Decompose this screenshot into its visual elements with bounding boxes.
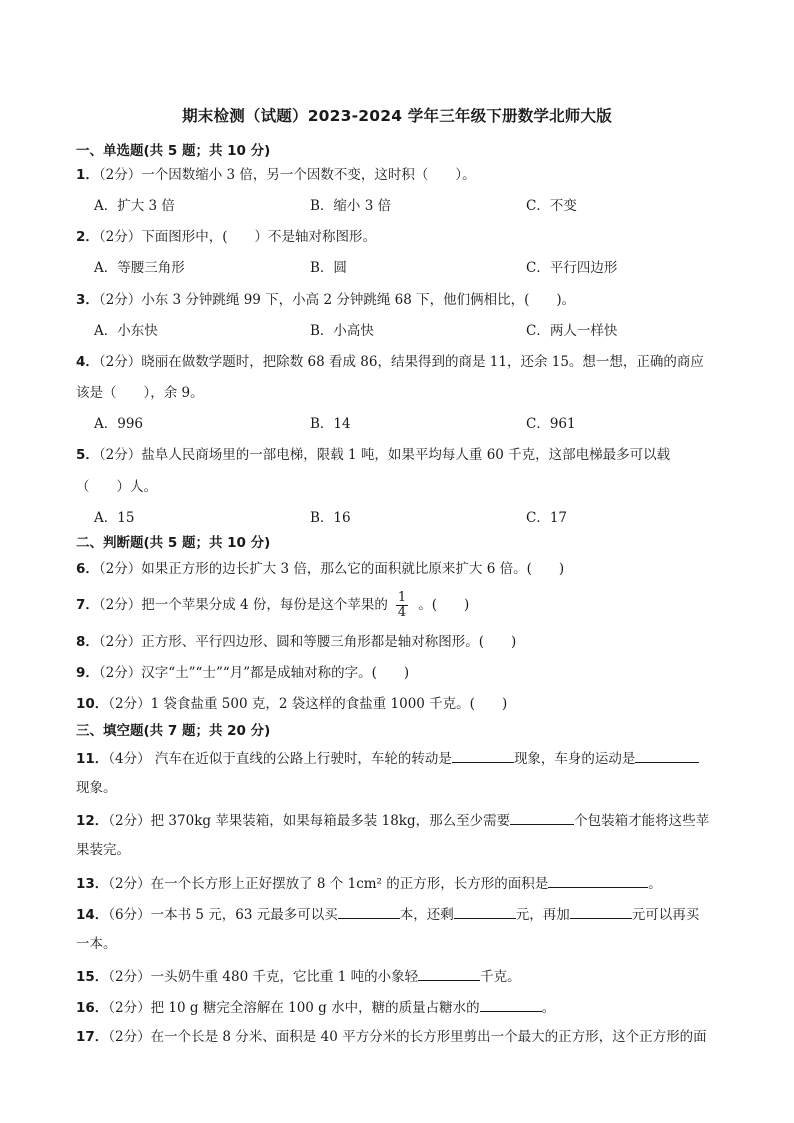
question-number: 8． [76, 634, 99, 650]
question-4 [76, 353, 704, 371]
question-text: 现象，车身的运动是 [513, 751, 636, 767]
question-text: （2分）把 10 g 糖完全溶解在 100 g 水中，糖的质量占糖水的 [108, 1000, 480, 1016]
question-number: 4． [76, 354, 99, 370]
question-number: 2． [76, 229, 99, 245]
page-title: 期末检测（试题）2023-2024 学年三年级下册数学北师大版 [182, 107, 612, 125]
option-b: B．14 [310, 416, 351, 432]
question-text-end: 。( ) [418, 597, 470, 613]
answer-blank[interactable] [338, 904, 400, 919]
question-number: 5． [76, 447, 99, 463]
option-c: C．不变 [526, 198, 577, 214]
section-heading-true-false: 二、判断题(共 5 题；共 10 分) [76, 535, 271, 551]
question-text: 个包装箱才能将这些苹 [574, 813, 710, 829]
question-text: （2分）盐阜人民商场里的一部电梯，限载 1 吨，如果平均每人重 60 千克，这部电梯最多可以载 [98, 447, 671, 463]
answer-blank[interactable] [480, 997, 542, 1012]
question-8 [76, 633, 516, 651]
question-2 [76, 228, 376, 246]
question-number: 15． [76, 969, 109, 985]
question-text: （2分）在一个长方形上正好摆放了 8 个 1cm² 的正方形，长方形的面积是 [108, 876, 549, 892]
option-a: A．扩大 3 倍 [94, 198, 175, 214]
question-text: （2分）下面图形中，( ）不是轴对称图形。 [98, 229, 377, 245]
option-c: C．两人一样快 [526, 323, 618, 339]
section-heading-fill-blank: 三、填空题(共 7 题；共 20 分) [76, 723, 271, 739]
question-7 [76, 590, 469, 620]
question-text: （2分）晓丽在做数学题时，把除数 68 看成 86，结果得到的商是 11，还余 15。想一想，正确的商应 [98, 354, 704, 370]
option-c: C．17 [526, 510, 568, 526]
question-10 [76, 695, 507, 713]
question-text: 。 [648, 876, 662, 892]
question-text: （2分）1 袋食盐重 500 克，2 袋这样的食盐重 1000 千克。( ) [108, 696, 508, 712]
fraction-numerator: 1 [397, 590, 407, 605]
question-number: 1． [76, 167, 99, 183]
option-c: C．961 [526, 416, 576, 432]
question-number: 7． [76, 597, 99, 613]
question-9 [76, 664, 409, 682]
question-15 [76, 966, 521, 986]
answer-blank[interactable] [454, 904, 516, 919]
question-14-continuation: 一本。 [76, 936, 117, 952]
option-b: B．缩小 3 倍 [310, 198, 392, 214]
question-number: 12． [76, 813, 109, 829]
question-11-continuation: 现象。 [76, 780, 117, 796]
question-number: 16． [76, 1000, 109, 1016]
question-12 [76, 810, 709, 830]
question-text: 元，再加 [515, 907, 570, 923]
question-text: （4分） 汽车在近似于直线的公路上行驶时，车轮的转动是 [108, 751, 452, 767]
answer-blank[interactable] [452, 748, 514, 763]
question-number: 9． [76, 665, 99, 681]
option-a: A．小东快 [94, 323, 158, 339]
question-number: 14． [76, 907, 109, 923]
question-5-continuation: （ ）人。 [76, 479, 157, 495]
option-c: C．平行四边形 [526, 260, 618, 276]
question-11 [76, 748, 699, 768]
question-number: 17． [76, 1029, 109, 1045]
question-text: （2分）把 370kg 苹果装箱，如果每箱最多装 18kg，那么至少需要 [108, 813, 511, 829]
question-number: 6． [76, 561, 99, 577]
question-number: 11． [76, 751, 109, 767]
option-a: A．996 [94, 416, 144, 432]
answer-blank[interactable] [635, 748, 699, 763]
question-3 [76, 291, 575, 309]
option-b: B．小高快 [310, 323, 374, 339]
question-4-continuation: 该是（ ），余 9。 [76, 385, 204, 401]
question-text: 本，还剩 [399, 907, 454, 923]
question-text: （2分）在一个长是 8 分米、面积是 40 平方分米的长方形里剪出一个最大的正方形，这个正方形的面 [108, 1029, 707, 1045]
fraction-denominator: 4 [397, 605, 407, 620]
question-12-continuation: 果装完。 [76, 842, 130, 858]
answer-blank[interactable] [418, 966, 480, 981]
question-14 [76, 904, 699, 924]
question-17 [76, 1028, 707, 1046]
question-text: （2分）一个因数缩小 3 倍，另一个因数不变，这时积（ ）。 [98, 167, 476, 183]
answer-blank[interactable] [510, 810, 574, 825]
question-5 [76, 446, 670, 464]
question-number: 3． [76, 292, 99, 308]
option-b: B．圆 [310, 260, 347, 276]
option-a: A．等腰三角形 [94, 260, 185, 276]
question-number: 10． [76, 696, 109, 712]
question-text: （2分）小东 3 分钟跳绳 99 下，小高 2 分钟跳绳 68 下，他们俩相比，( )。 [98, 292, 576, 308]
answer-blank[interactable] [570, 904, 632, 919]
question-text: （6分）一本书 5 元，63 元最多可以买 [108, 907, 338, 923]
question-text: 千克。 [480, 969, 521, 985]
question-text: （2分）如果正方形的边长扩大 3 倍，那么它的面积就比原来扩大 6 倍。( ) [98, 561, 565, 577]
question-text: 。 [541, 1000, 556, 1016]
question-text: （2分）一头奶牛重 480 千克，它比重 1 吨的小象轻 [108, 969, 419, 985]
question-1 [76, 166, 476, 184]
question-number: 13． [76, 876, 109, 892]
answer-blank[interactable] [548, 873, 648, 888]
option-a: A．15 [94, 510, 135, 526]
question-6 [76, 560, 564, 578]
option-b: B．16 [310, 510, 351, 526]
fraction-one-quarter [396, 591, 408, 620]
question-text: （2分）把一个苹果分成 4 份，每份是这个苹果的 [98, 597, 388, 613]
question-16 [76, 997, 555, 1017]
question-text: （2分）汉字“土”“士”“月”都是成轴对称的字。( ) [98, 665, 410, 681]
section-heading-single-choice: 一、单选题(共 5 题；共 10 分) [76, 143, 271, 159]
question-text: 元可以再买 [631, 907, 700, 923]
question-text: （2分）正方形、平行四边形、圆和等腰三角形都是轴对称图形。( ) [98, 634, 517, 650]
question-13 [76, 873, 662, 893]
